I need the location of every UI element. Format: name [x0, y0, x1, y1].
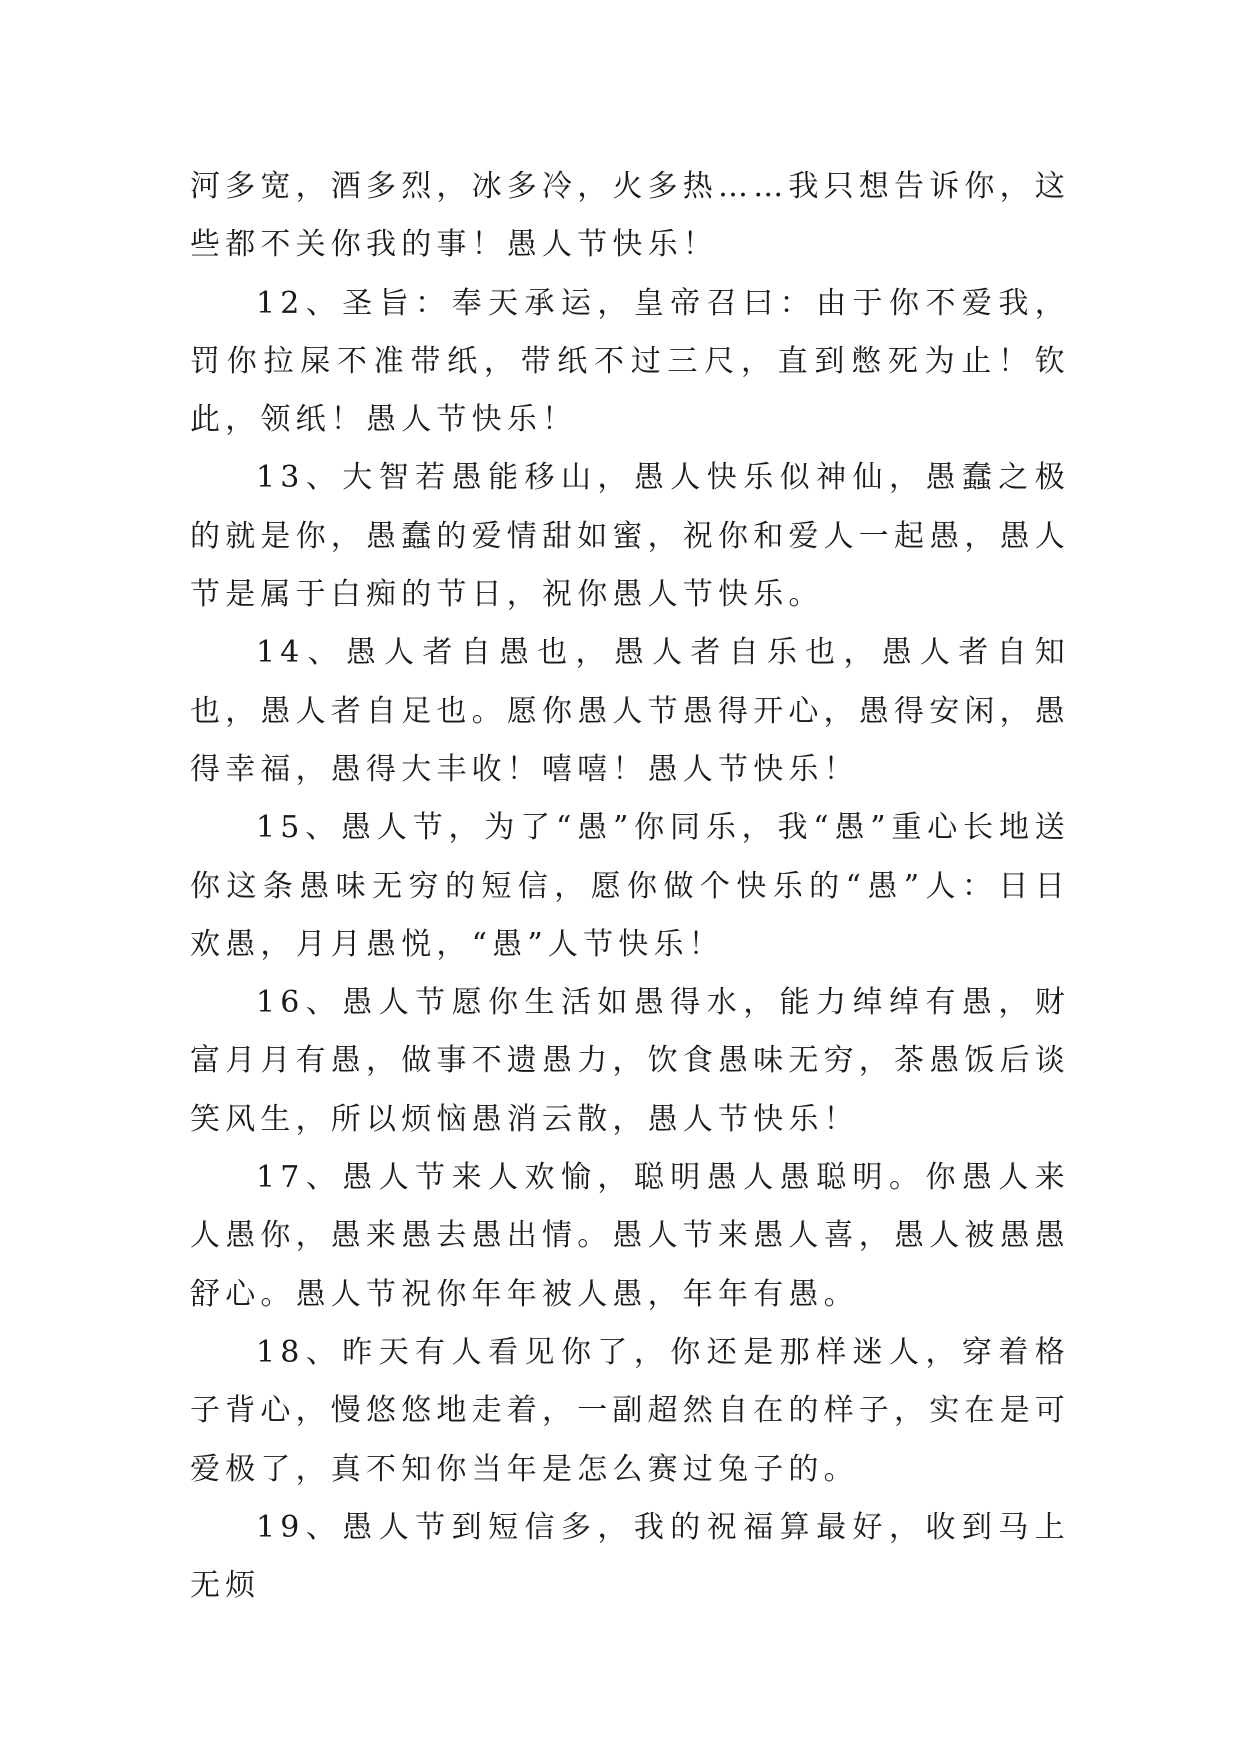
paragraph-16: 16、愚人节愿你生活如愚得水，能力绰绰有愚，财富月月有愚，做事不遗愚力，饮食愚味无穷，茶愚饭后谈笑风生，所以烦恼愚消云散，愚人节快乐！ — [190, 985, 1070, 1137]
paragraph-19: 19、愚人节到短信多，我的祝福算最好，收到马上无烦 — [190, 1509, 1070, 1604]
paragraph-12: 12、圣旨：奉天承运，皇帝召曰：由于你不爱我，罚你拉屎不准带纸，带纸不过三尺，直到憋死为止！钦此，领纸！愚人节快乐！ — [190, 285, 1070, 438]
paragraph-15: 15、愚人节，为了“愚”你同乐，我“愚”重心长地送你这条愚味无穷的短信，愿你做个快乐的“愚”人：日日欢愚，月月愚悦，“愚”人节快乐！ — [190, 810, 1070, 962]
paragraph-14: 14、愚人者自愚也，愚人者自乐也，愚人者自知也，愚人者自足也。愿你愚人节愚得开心，愚得安闲，愚得幸福，愚得大丰收！嘻嘻！愚人节快乐！ — [190, 635, 1070, 787]
paragraph-18: 18、昨天有人看见你了，你还是那样迷人，穿着格子背心，慢悠悠地走着，一副超然自在的样子，实在是可爱极了，真不知你当年是怎么赛过兔子的。 — [190, 1334, 1070, 1487]
document-body — [190, 158, 1070, 1615]
paragraph-11-continued: 河多宽，酒多烈，冰多冷，火多热……我只想告诉你，这些都不关你我的事！愚人节快乐！ — [190, 169, 1070, 263]
paragraph-17: 17、愚人节来人欢愉，聪明愚人愚聪明。你愚人来人愚你，愚来愚去愚出情。愚人节来愚人喜，愚人被愚愚舒心。愚人节祝你年年被人愚，年年有愚。 — [190, 1160, 1070, 1312]
paragraph-13: 13、大智若愚能移山，愚人快乐似神仙，愚蠢之极的就是你，愚蠢的爱情甜如蜜，祝你和爱人一起愚，愚人节是属于白痴的节日，祝你愚人节快乐。 — [190, 460, 1070, 613]
